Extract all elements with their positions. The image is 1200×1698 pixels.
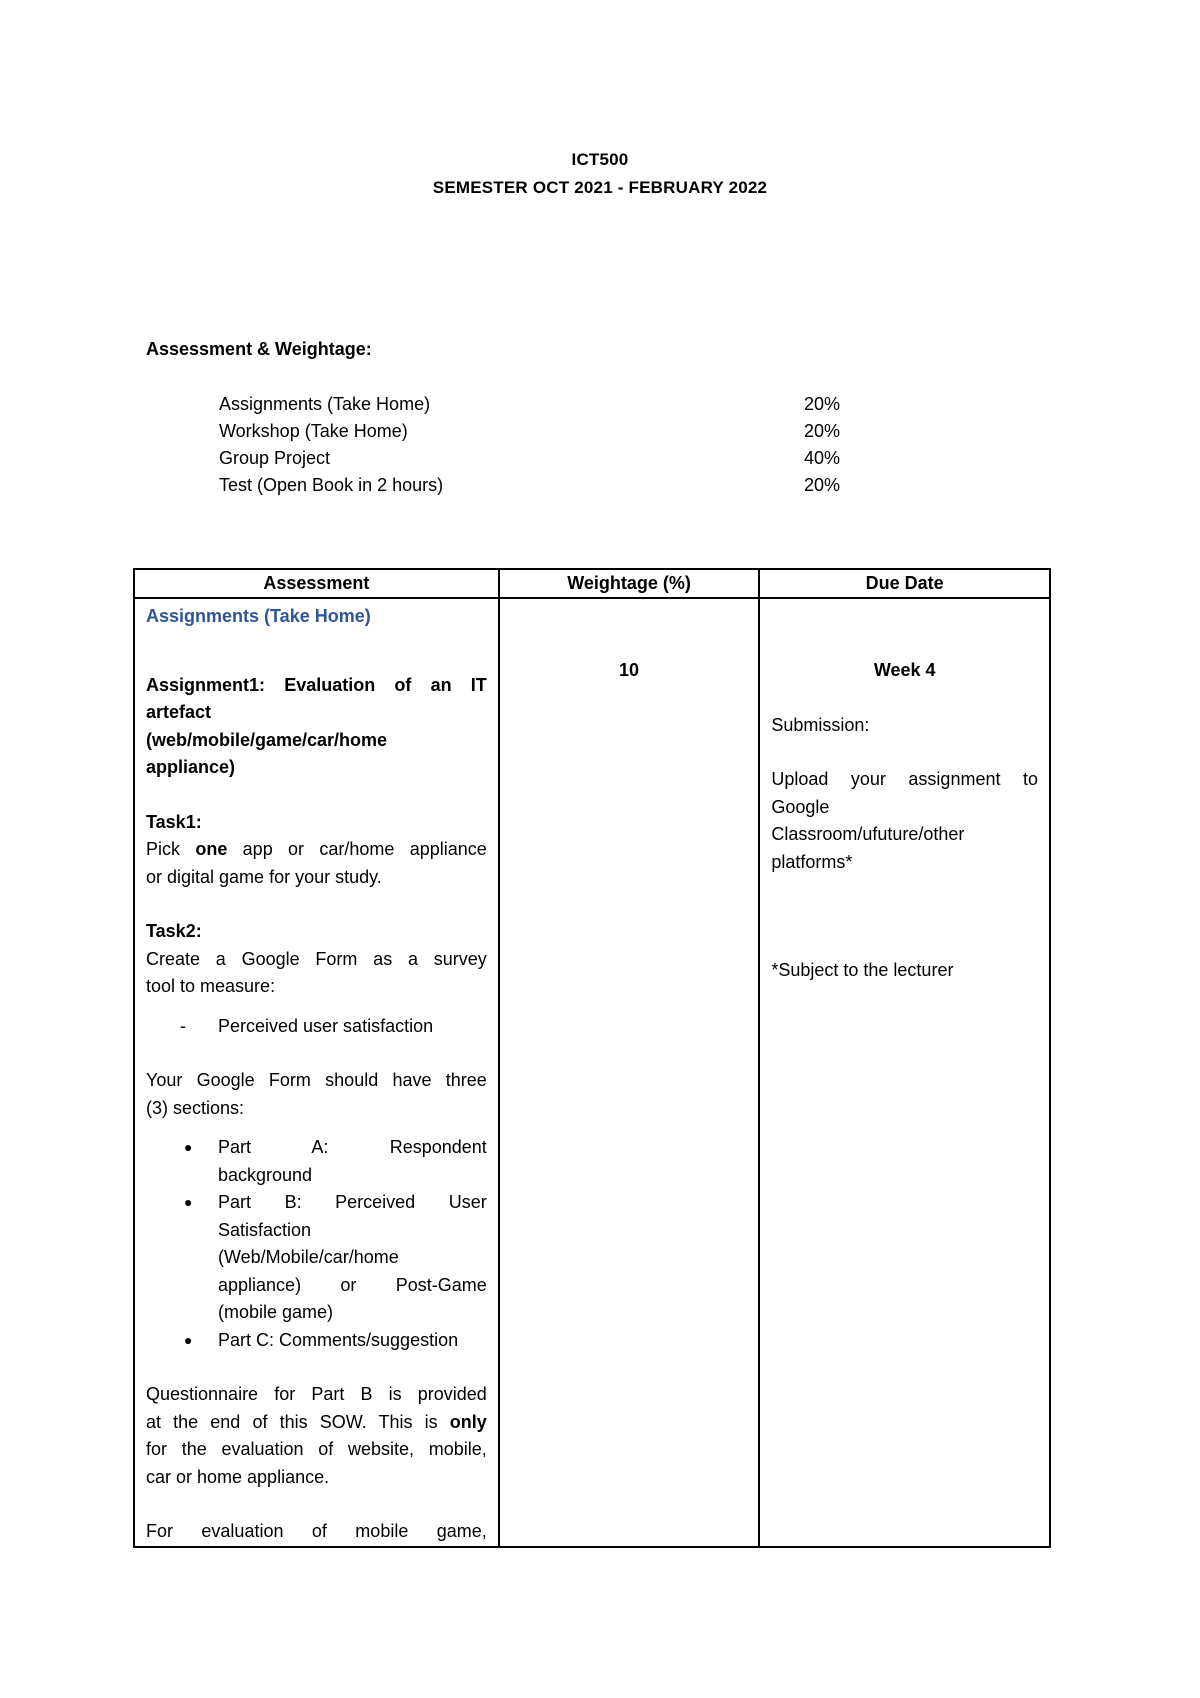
text: Pick bbox=[146, 839, 196, 859]
list-item-text: Part C: Comments/suggestion bbox=[218, 1329, 459, 1350]
weightage-percent: 20% bbox=[804, 421, 841, 441]
text: at the end of this SOW. This is bbox=[146, 1411, 450, 1432]
assessment-table bbox=[133, 568, 1051, 1548]
task2-label: Task2: bbox=[146, 921, 202, 941]
questionnaire-text: Questionnaire for Part B is provided bbox=[146, 1384, 487, 1404]
sections-list bbox=[146, 1134, 487, 1354]
questionnaire-text: for the evaluation of website, mobile, bbox=[146, 1439, 487, 1459]
list-item-text: Part B: Perceived User bbox=[218, 1192, 487, 1212]
task2-text-cont: tool to measure: bbox=[146, 976, 276, 996]
weightage-label: Test (Open Book in 2 hours) bbox=[219, 475, 444, 495]
weightage-label: Group Project bbox=[219, 448, 331, 468]
weightage-cell bbox=[499, 598, 760, 1547]
lecturer-note: *Subject to the lecturer bbox=[771, 960, 954, 980]
text: app or car/home appliance bbox=[227, 839, 487, 859]
assessment-weightage-heading: Assessment & Weightage: bbox=[146, 339, 372, 359]
header-assessment: Assessment bbox=[134, 569, 499, 598]
bullet-marker: ● bbox=[184, 1331, 193, 1348]
due-date-cell bbox=[759, 598, 1050, 1547]
upload-instructions: Upload your assignment to bbox=[771, 769, 1038, 789]
weightage-label: Assignments (Take Home) bbox=[219, 394, 431, 414]
assignment-title-cont: artefact bbox=[146, 702, 212, 722]
emphasis: only bbox=[449, 1411, 487, 1432]
list-item-text: appliance) or Post-Game bbox=[218, 1274, 487, 1295]
task1-label: Task1: bbox=[146, 811, 202, 832]
assignment-title-cont: appliance) bbox=[146, 757, 236, 777]
list-item bbox=[184, 1327, 487, 1355]
emphasis: one bbox=[195, 839, 228, 859]
weightage-label: Workshop (Take Home) bbox=[219, 421, 408, 441]
weightage-value: 10 bbox=[619, 660, 640, 680]
list-item-text: background bbox=[218, 1164, 313, 1185]
upload-instructions-cont: platforms* bbox=[771, 851, 853, 872]
list-item-text: (mobile game) bbox=[218, 1302, 334, 1322]
task2-text: Create a Google Form as a survey bbox=[146, 948, 487, 969]
questionnaire-text bbox=[146, 1409, 487, 1437]
due-week: Week 4 bbox=[873, 660, 936, 680]
weightage-percent: 20% bbox=[804, 475, 841, 495]
sections-text-cont: (3) sections: bbox=[146, 1097, 245, 1118]
header-weightage: Weightage (%) bbox=[499, 569, 760, 598]
upload-instructions-cont: Classroom/ufuture/other bbox=[771, 824, 965, 844]
list-item bbox=[180, 1013, 487, 1041]
list-item-text: Perceived user satisfaction bbox=[218, 1015, 434, 1036]
sections-text: Your Google Form should have three bbox=[146, 1070, 487, 1090]
list-item bbox=[184, 1134, 487, 1189]
questionnaire-text: car or home appliance. bbox=[146, 1466, 330, 1487]
submission-label: Submission: bbox=[771, 714, 870, 735]
task1-text-cont: or digital game for your study. bbox=[146, 866, 382, 887]
course-code: ICT500 bbox=[571, 150, 629, 169]
list-item-text: (Web/Mobile/car/home bbox=[218, 1247, 399, 1267]
mobile-game-text: For evaluation of mobile game, bbox=[146, 1521, 487, 1541]
weightage-percent: 40% bbox=[804, 448, 841, 468]
weightage-percent: 20% bbox=[804, 394, 841, 414]
bullet-marker: ● bbox=[184, 1194, 193, 1210]
table-row bbox=[134, 598, 1050, 1547]
task1-text bbox=[146, 836, 487, 864]
upload-instructions-cont: Google bbox=[771, 796, 830, 817]
assessment-cell bbox=[134, 598, 499, 1547]
list-item-text: Part A: Respondent bbox=[218, 1137, 487, 1157]
list-item bbox=[184, 1189, 487, 1327]
table-header-row bbox=[134, 569, 1050, 598]
dash-marker: - bbox=[180, 1015, 186, 1036]
header-due-date: Due Date bbox=[759, 569, 1050, 598]
assignment-title: Assignment1: Evaluation of an IT bbox=[146, 674, 487, 695]
bullet-marker: ● bbox=[184, 1139, 193, 1155]
semester-title: SEMESTER OCT 2021 - FEBRUARY 2022 bbox=[432, 178, 768, 197]
section-title: Assignments (Take Home) bbox=[146, 606, 371, 626]
list-item-text: Satisfaction bbox=[218, 1219, 312, 1240]
assignment-title-cont: (web/mobile/game/car/home bbox=[146, 729, 388, 750]
